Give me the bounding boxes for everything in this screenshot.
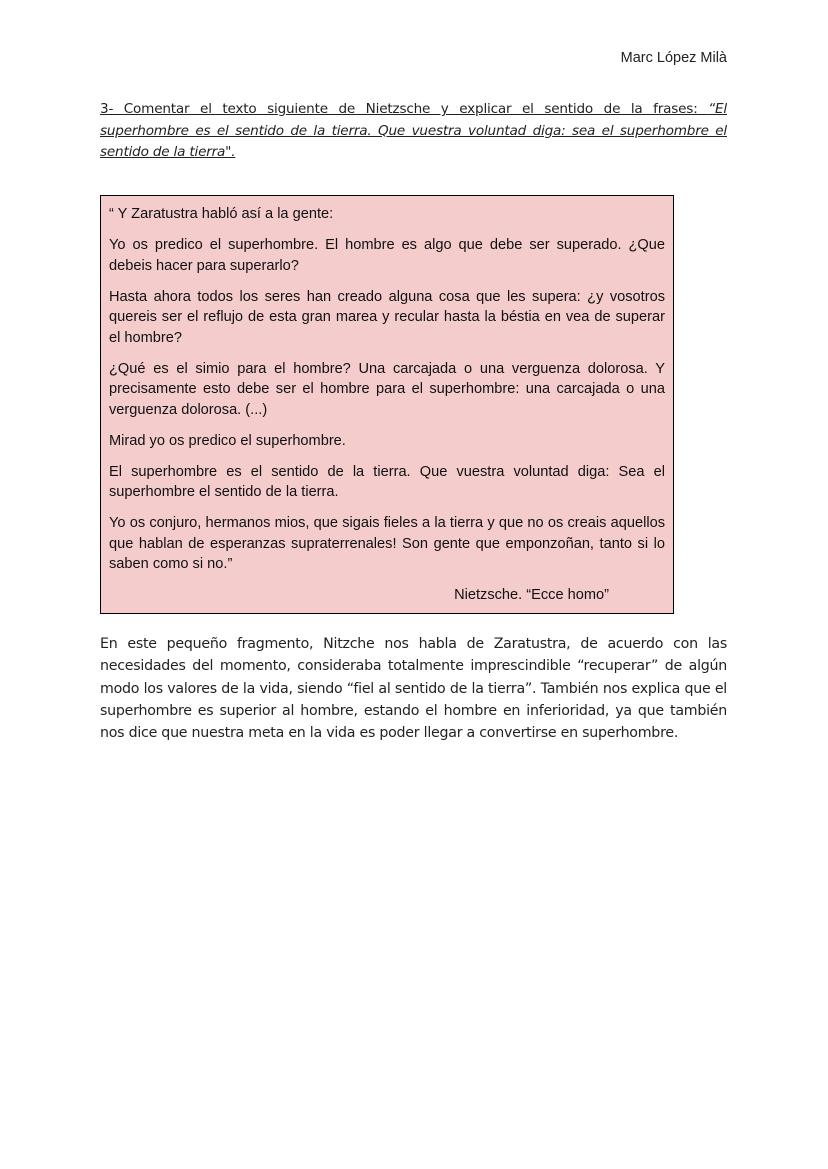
quote-paragraph: “ Y Zaratustra habló así a la gente: <box>109 206 334 222</box>
quote-paragraph: ¿Qué es el simio para el hombre? Una carcajada o una verguenza dolorosa. Y precisamente esto debe ser el hombre para el superhombre: una carcajada o una verguenza dolorosa. (...) <box>109 360 665 418</box>
quote-paragraph: Hasta ahora todos los seres han creado alguna cosa que les supera: ¿y vosotros quereis ser el reflujo de esta gran marea y recular hasta la béstia en vea de superar el hombre? <box>109 288 665 346</box>
quote-paragraph: El superhombre es el sentido de la tierra. Que vuestra voluntad diga: Sea el superhombre el sentido de la tierra. <box>109 463 665 500</box>
quote-source: Nietzsche. “Ecce homo” <box>454 587 609 603</box>
question-quote: “El superhombre es el sentido de la tierra. Que vuestra voluntad diga: sea el superhombre el sentido de la tierra". <box>100 101 727 160</box>
commentary-paragraph: En este pequeño fragmento, Nitzche nos habla de Zaratustra, de acuerdo con las necesidades del momento, consideraba totalmente imprescindible “recuperar” de algún modo los valores de la vida, siendo “fiel al sentido de la tierra”. También nos explica que el superhombre es superior al hombre, estando el hombre en inferioridad, ya que también nos dice que nuestra meta en la vida es poder llegar a convertirse en superhombre. <box>100 636 727 742</box>
quote-paragraph: Mirad yo os predico el superhombre. <box>109 432 346 449</box>
author-name: Marc López Milà <box>620 50 727 66</box>
question-heading <box>100 99 727 164</box>
quote-box <box>100 195 674 614</box>
quote-paragraph: Yo os conjuro, hermanos mios, que sigais fieles a la tierra y que no os creais aquellos que hablan de esperanzas supraterrenales! Son gente que emponzoñan, tanto si lo saben como si no.” <box>109 515 665 572</box>
quote-paragraph: Yo os predico el superhombre. El hombre es algo que debe ser superado. ¿Que debeis hacer para superarlo? <box>109 237 665 274</box>
question-prefix: 3- Comentar el texto siguiente de Nietzsche y explicar el sentido de la frases: <box>100 101 709 117</box>
